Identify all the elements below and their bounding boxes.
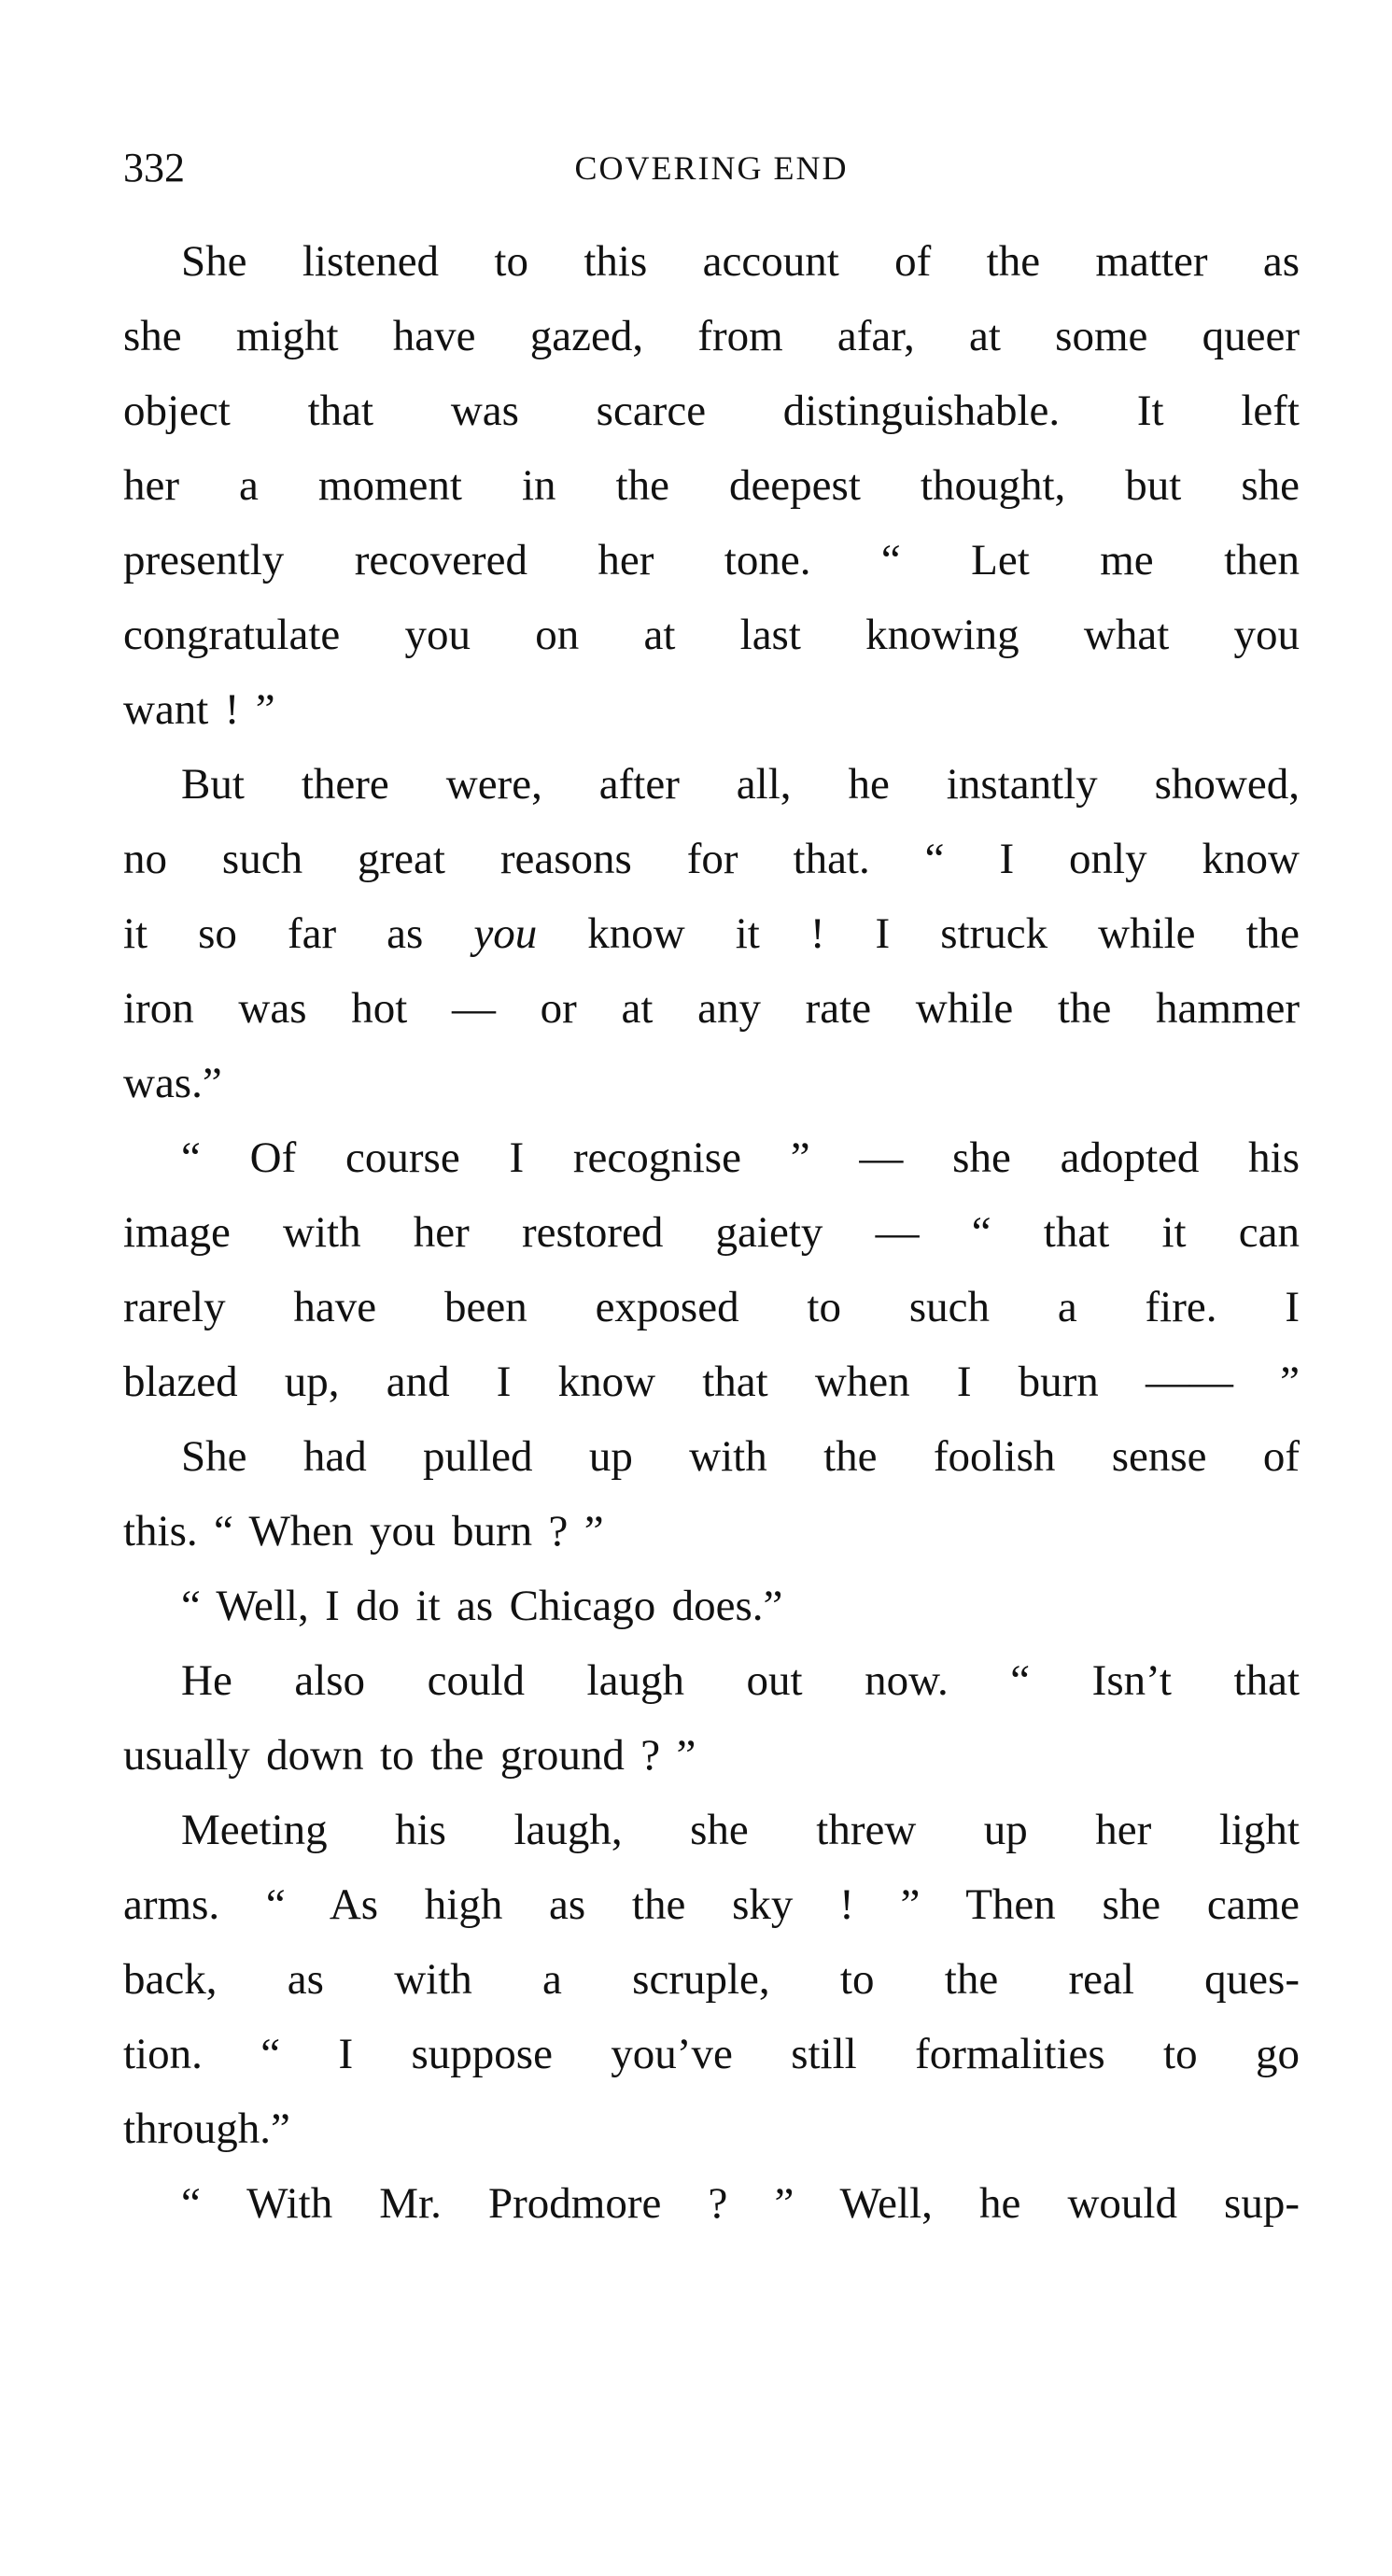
paragraph-7 [123,1793,1300,2166]
text-line: usually down to the ground ? ” [123,1731,696,1780]
text-line: rarely have been exposed to such a fire. I [123,1283,1300,1331]
page-number: 332 [123,145,185,190]
book-page [123,140,1300,2241]
paragraph-1 [123,224,1300,747]
text-line: through.” [123,2104,290,2153]
text-line: back, as with a scruple, to the real ques- [123,1955,1300,2004]
text-line: “ Well, I do it as Chicago does.” [181,1582,783,1630]
text-fragment: know it ! I struck while the [537,909,1300,958]
text-line: her a moment in the deepest thought, but she [123,461,1300,510]
paragraph-5 [123,1569,1300,1643]
text-line: But there were, after all, he instantly showed, [181,760,1300,809]
text-line: no such great reasons for that. “ I only know [123,835,1300,883]
text-line: “ Of course I recognise ” — she adopted his [181,1133,1300,1182]
paragraph-8 [123,2166,1300,2241]
paragraph-6 [123,1643,1300,1793]
text-line: she might have gazed, from afar, at some queer [123,312,1300,360]
text-line: tion. “ I suppose you’ve still formalities to go [123,2030,1300,2078]
text-line: congratulate you on at last knowing what you [123,611,1300,659]
body-text [123,224,1300,2241]
text-line: was.” [123,1059,222,1107]
italic-emphasis: you [473,909,538,958]
text-line-with-italic [123,896,1300,971]
paragraph-3 [123,1120,1300,1419]
paragraph-2 [123,747,1300,1120]
text-line: He also could laugh out now. “ Isn’t that [181,1656,1300,1705]
text-line: object that was scarce distinguishable. It left [123,387,1300,435]
running-title: COVERING END [574,149,849,187]
text-line: image with her restored gaiety — “ that it can [123,1208,1300,1257]
paragraph-4 [123,1419,1300,1569]
text-line: arms. “ As high as the sky ! ” Then she came [123,1880,1300,1929]
text-line: She listened to this account of the matter as [181,237,1300,286]
text-fragment: it so far as [123,909,474,958]
text-line: “ With Mr. Prodmore ? ” Well, he would sup- [181,2179,1300,2228]
text-line: presently recovered her tone. “ Let me then [123,536,1300,584]
text-line: blazed up, and I know that when I burn —— ” [123,1358,1300,1406]
running-head [123,140,1300,196]
text-line: Meeting his laugh, she threw up her light [181,1806,1300,1854]
text-line: this. “ When you burn ? ” [123,1507,604,1555]
text-line: She had pulled up with the foolish sense of [181,1432,1300,1481]
text-line: want ! ” [123,685,275,734]
text-line: iron was hot — or at any rate while the hammer [123,984,1300,1033]
